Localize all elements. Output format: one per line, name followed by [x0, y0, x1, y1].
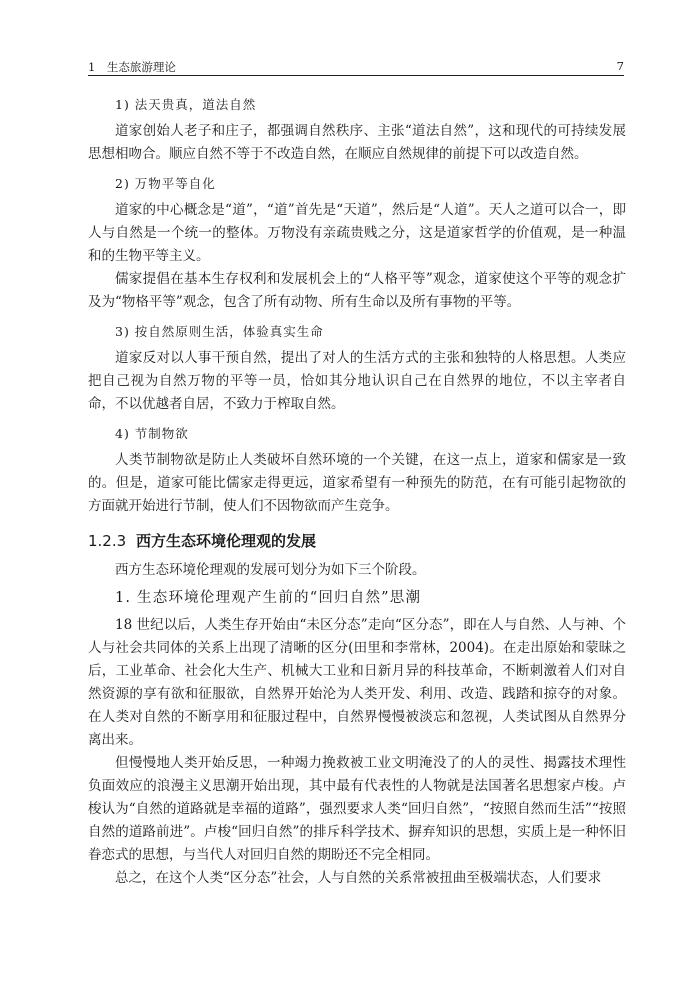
page-number: 7 — [616, 59, 624, 73]
paragraph: 但慢慢地人类开始反思，一种竭力挽救被工业文明淹没了的人的灵性、揭露技术理性负面效应的浪漫主义思潮开始出现，其中最有代表性的人物就是法国著名思想家卢梭。卢梭认为“自然的道路就是幸福的道路”，强烈要求人类“回归自然”，“按照自然而生活”“按照自然的道路前进”。卢梭“回归自然”的排斥科学技术、摒弃知识的思想，实质上是一种怀旧眷恋式的思想，与当代人对回归自然的期盼还不完全相同。 — [88, 755, 626, 863]
body-text — [88, 93, 626, 890]
paragraph: 人类节制物欲是防止人类破坏自然环境的一个关键，在这一点上，道家和儒家是一致的。但是，道家可能比儒家走得更远，道家希望有一种预先的防范，在有可能引起物欲的方面就开始进行节制，使人们不因物欲而产生竞争。 — [88, 452, 626, 514]
chapter-title: 1 生态旅游理论 — [88, 60, 176, 74]
subheading: 3) 按自然原则生活，体验真实生命 — [115, 324, 324, 339]
subheading: 2) 万物平等自化 — [115, 176, 216, 191]
paragraph: 道家创始人老子和庄子，都强调自然秩序、主张“道法自然”，这和现代的可持续发展思想相吻合。顺应自然不等于不改造自然，在顺应自然规律的前提下可以改造自然。 — [88, 123, 626, 162]
running-header — [88, 57, 624, 76]
phase-heading: 1. 生态环境伦理观产生前的“回归自然”思潮 — [115, 590, 422, 606]
paragraph: 儒家提倡在基本生存权利和发展机会上的“人格平等”观念，道家使这个平等的观念扩及为“物格平等”观念，包含了所有动物、所有生命以及所有事物的平等。 — [88, 271, 626, 310]
subheading: 4) 节制物欲 — [115, 426, 189, 441]
section-heading — [88, 529, 626, 553]
paragraph: 西方生态环境伦理观的发展可划分为如下三个阶段。 — [115, 562, 426, 578]
section-number: 1.2.3 — [88, 532, 127, 550]
paragraph: 18 世纪以后，人类生存开始由“未区分态”走向“区分态”，即在人与自然、人与神、个人与社会共同体的关系上出现了清晰的区分(田里和李常林，2004)。在走出原始和蒙昧之后，工业革命、社会化大生产、机械大工业和日新月异的科技革命，不断刺激着人们对自然资源的享有欲和征服欲，自然界开始沦为人类开发、利用、改造、践踏和掠夺的对象。在人类对自然的不断享用和征服过程中，自然界慢慢被淡忘和忽视，人类试图从自然界分离出来。 — [88, 617, 626, 748]
paragraph: 总之，在这个人类“区分态”社会，人与自然的关系常被扭曲至极端状态，人们要求 — [115, 870, 602, 886]
paragraph: 道家的中心概念是“道”，“道”首先是“天道”，然后是“人道”。天人之道可以合一，即人与自然是一个统一的整体。万物没有亲疏贵贱之分，这是道家哲学的价值观，是一种温和的生物平等主义。 — [88, 202, 626, 264]
paragraph: 道家反对以人事干预自然，提出了对人的生活方式的主张和独特的人格思想。人类应把自己视为自然万物的平等一员，恰如其分地认识自己在自然界的地位，不以主宰者自命，不以优越者自居，不致力于榨取自然。 — [88, 350, 626, 412]
subheading: 1) 法天贵真，道法自然 — [115, 97, 257, 112]
section-title: 西方生态环境伦理观的发展 — [136, 532, 317, 550]
